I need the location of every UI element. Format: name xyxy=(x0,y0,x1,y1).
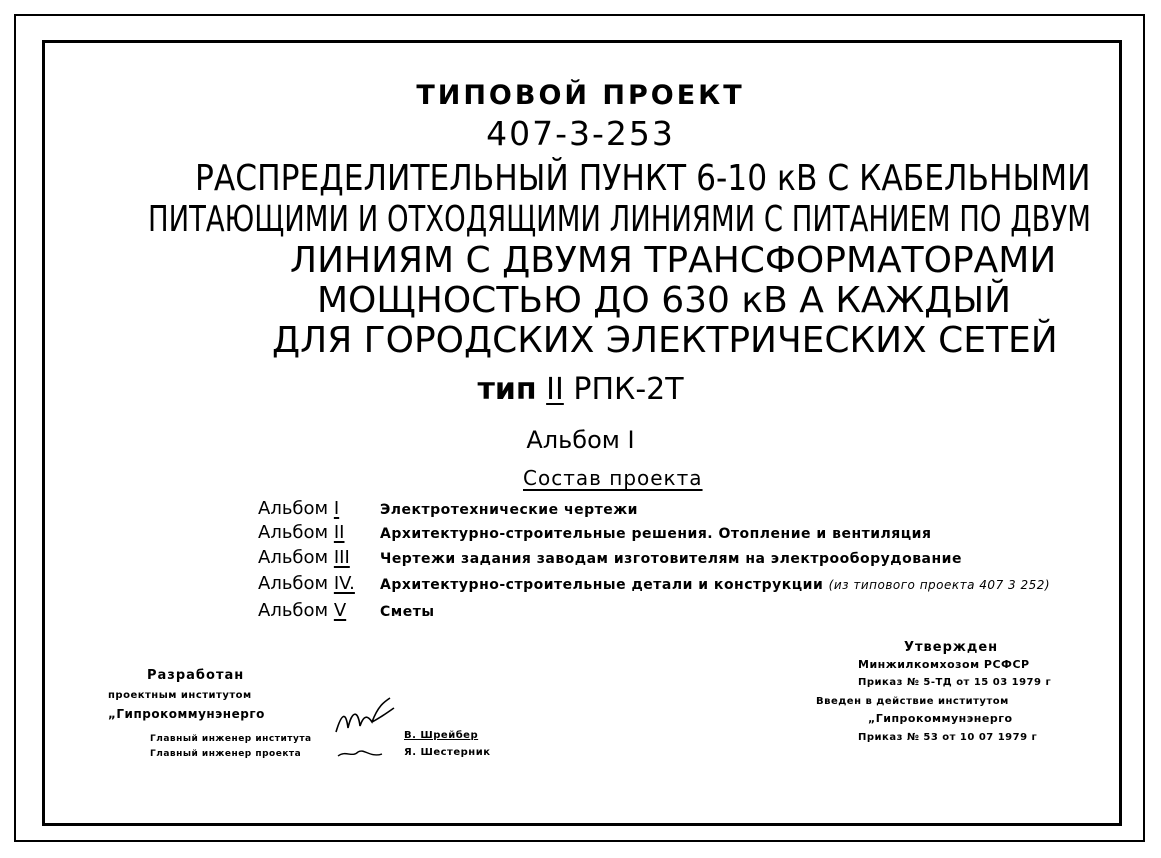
album-row-5-desc: Сметы xyxy=(380,604,435,620)
title-line-1: РАСПРЕДЕЛИТЕЛЬНЫЙ ПУНКТ 6-10 кВ С КАБЕЛЬНЫМИ xyxy=(195,158,1091,199)
type-code: РПК-2Т xyxy=(573,372,684,407)
album-row-3-label: Альбом III xyxy=(258,547,350,568)
signature-1-icon xyxy=(332,692,412,742)
developer-sign1-name: В. Шрейбер xyxy=(404,730,479,741)
developer-sign2-name: Я. Шестерник xyxy=(404,747,491,758)
type-line xyxy=(0,372,1161,407)
developer-line-2: „Гипрокоммунэнерго xyxy=(108,707,265,721)
album-row-1-label: Альбом I xyxy=(258,498,340,519)
album-heading: Альбом I xyxy=(526,426,635,454)
album-row-1-desc: Электротехнические чертежи xyxy=(380,502,638,518)
title-line-5: ДЛЯ ГОРОДСКИХ ЭЛЕКТРИЧЕСКИХ СЕТЕЙ xyxy=(272,320,1058,361)
signature-2-icon xyxy=(336,744,386,764)
developer-sign1-role: Главный инженер института xyxy=(150,734,312,744)
type-prefix: тип xyxy=(477,372,537,407)
contents-heading: Состав проекта xyxy=(523,466,703,490)
album-row-4-note: (из типового проекта 407 3 252) xyxy=(828,578,1051,592)
album-row-4-desc: Архитектурно-строительные детали и конструкции (из типового проекта 407 3 252) xyxy=(380,577,1051,593)
title-line-2: ПИТАЮЩИМИ И ОТХОДЯЩИМИ ЛИНИЯМИ С ПИТАНИЕМ ПО ДВУМ xyxy=(148,199,1091,240)
doc-type-heading: ТИПОВОЙ ПРОЕКТ xyxy=(416,80,745,111)
developer-sign2-role: Главный инженер проекта xyxy=(150,749,302,759)
album-row-3-desc: Чертежи задания заводам изготовителям на электрооборудование xyxy=(380,551,962,567)
title-line-3: ЛИНИЯМ С ДВУМЯ ТРАНСФОРМАТОРАМИ xyxy=(290,240,1057,281)
approval-line-4: „Гипрокоммунэнерго xyxy=(868,712,1013,725)
album-row-5-label: Альбом V xyxy=(258,600,347,621)
approval-line-1: Минжилкомхозом РСФСР xyxy=(858,658,1030,671)
approval-line-3: Введен в действие институтом xyxy=(816,696,1009,707)
album-row-4-label: Альбом IV. xyxy=(258,573,355,594)
album-row-2-desc: Архитектурно-строительные решения. Отопление и вентиляция xyxy=(380,526,932,542)
album-row-2-label: Альбом II xyxy=(258,522,345,543)
type-roman: II xyxy=(546,372,564,407)
approval-title: Утвержден xyxy=(904,640,999,655)
project-number: 407-3-253 xyxy=(486,114,675,153)
developer-line-1: проектным институтом xyxy=(108,690,252,701)
developer-title: Разработан xyxy=(147,668,245,683)
approval-line-2: Приказ № 5-ТД от 15 03 1979 г xyxy=(858,677,1052,688)
title-line-4: МОЩНОСТЬЮ ДО 630 кВ А КАЖДЫЙ xyxy=(317,280,1012,321)
approval-line-5: Приказ № 53 от 10 07 1979 г xyxy=(858,732,1038,743)
